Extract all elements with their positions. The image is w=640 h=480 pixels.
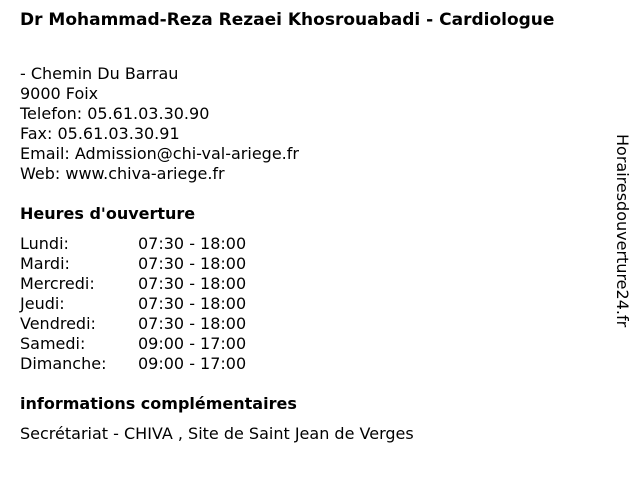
day-label: Mardi: [20,254,70,273]
info-text: Secrétariat - CHIVA , Site de Saint Jean de Verges [20,424,414,443]
time-range: 07:30 - 18:00 [138,234,247,253]
street-address: - Chemin Du Barrau [20,64,179,83]
day-label: Samedi: [20,334,86,353]
time-range: 07:30 - 18:00 [138,254,247,273]
email-address: Email: Admission@chi-val-ariege.fr [20,144,299,163]
info-heading: informations complémentaires [20,394,297,413]
contact-block [20,64,299,184]
time-range: 07:30 - 18:00 [138,294,247,313]
time-range: 09:00 - 17:00 [138,354,247,373]
hours-heading: Heures d'ouverture [20,204,196,223]
day-label: Vendredi: [20,314,96,333]
time-range: 07:30 - 18:00 [138,274,247,293]
fax-number: Fax: 05.61.03.30.91 [20,124,180,143]
page-title: Dr Mohammad-Reza Rezaei Khosrouabadi - Cardiologue [20,10,555,30]
time-range: 07:30 - 18:00 [138,314,247,333]
website: Web: www.chiva-ariege.fr [20,164,225,183]
day-label: Lundi: [20,234,69,253]
phone-number: Telefon: 05.61.03.30.90 [20,104,210,123]
day-label: Dimanche: [20,354,107,373]
day-label: Jeudi: [20,294,65,313]
brand-watermark: Horairesdouverture24.fr [613,134,632,328]
time-range: 09:00 - 17:00 [138,334,247,353]
day-label: Mercredi: [20,274,95,293]
city: 9000 Foix [20,84,99,103]
